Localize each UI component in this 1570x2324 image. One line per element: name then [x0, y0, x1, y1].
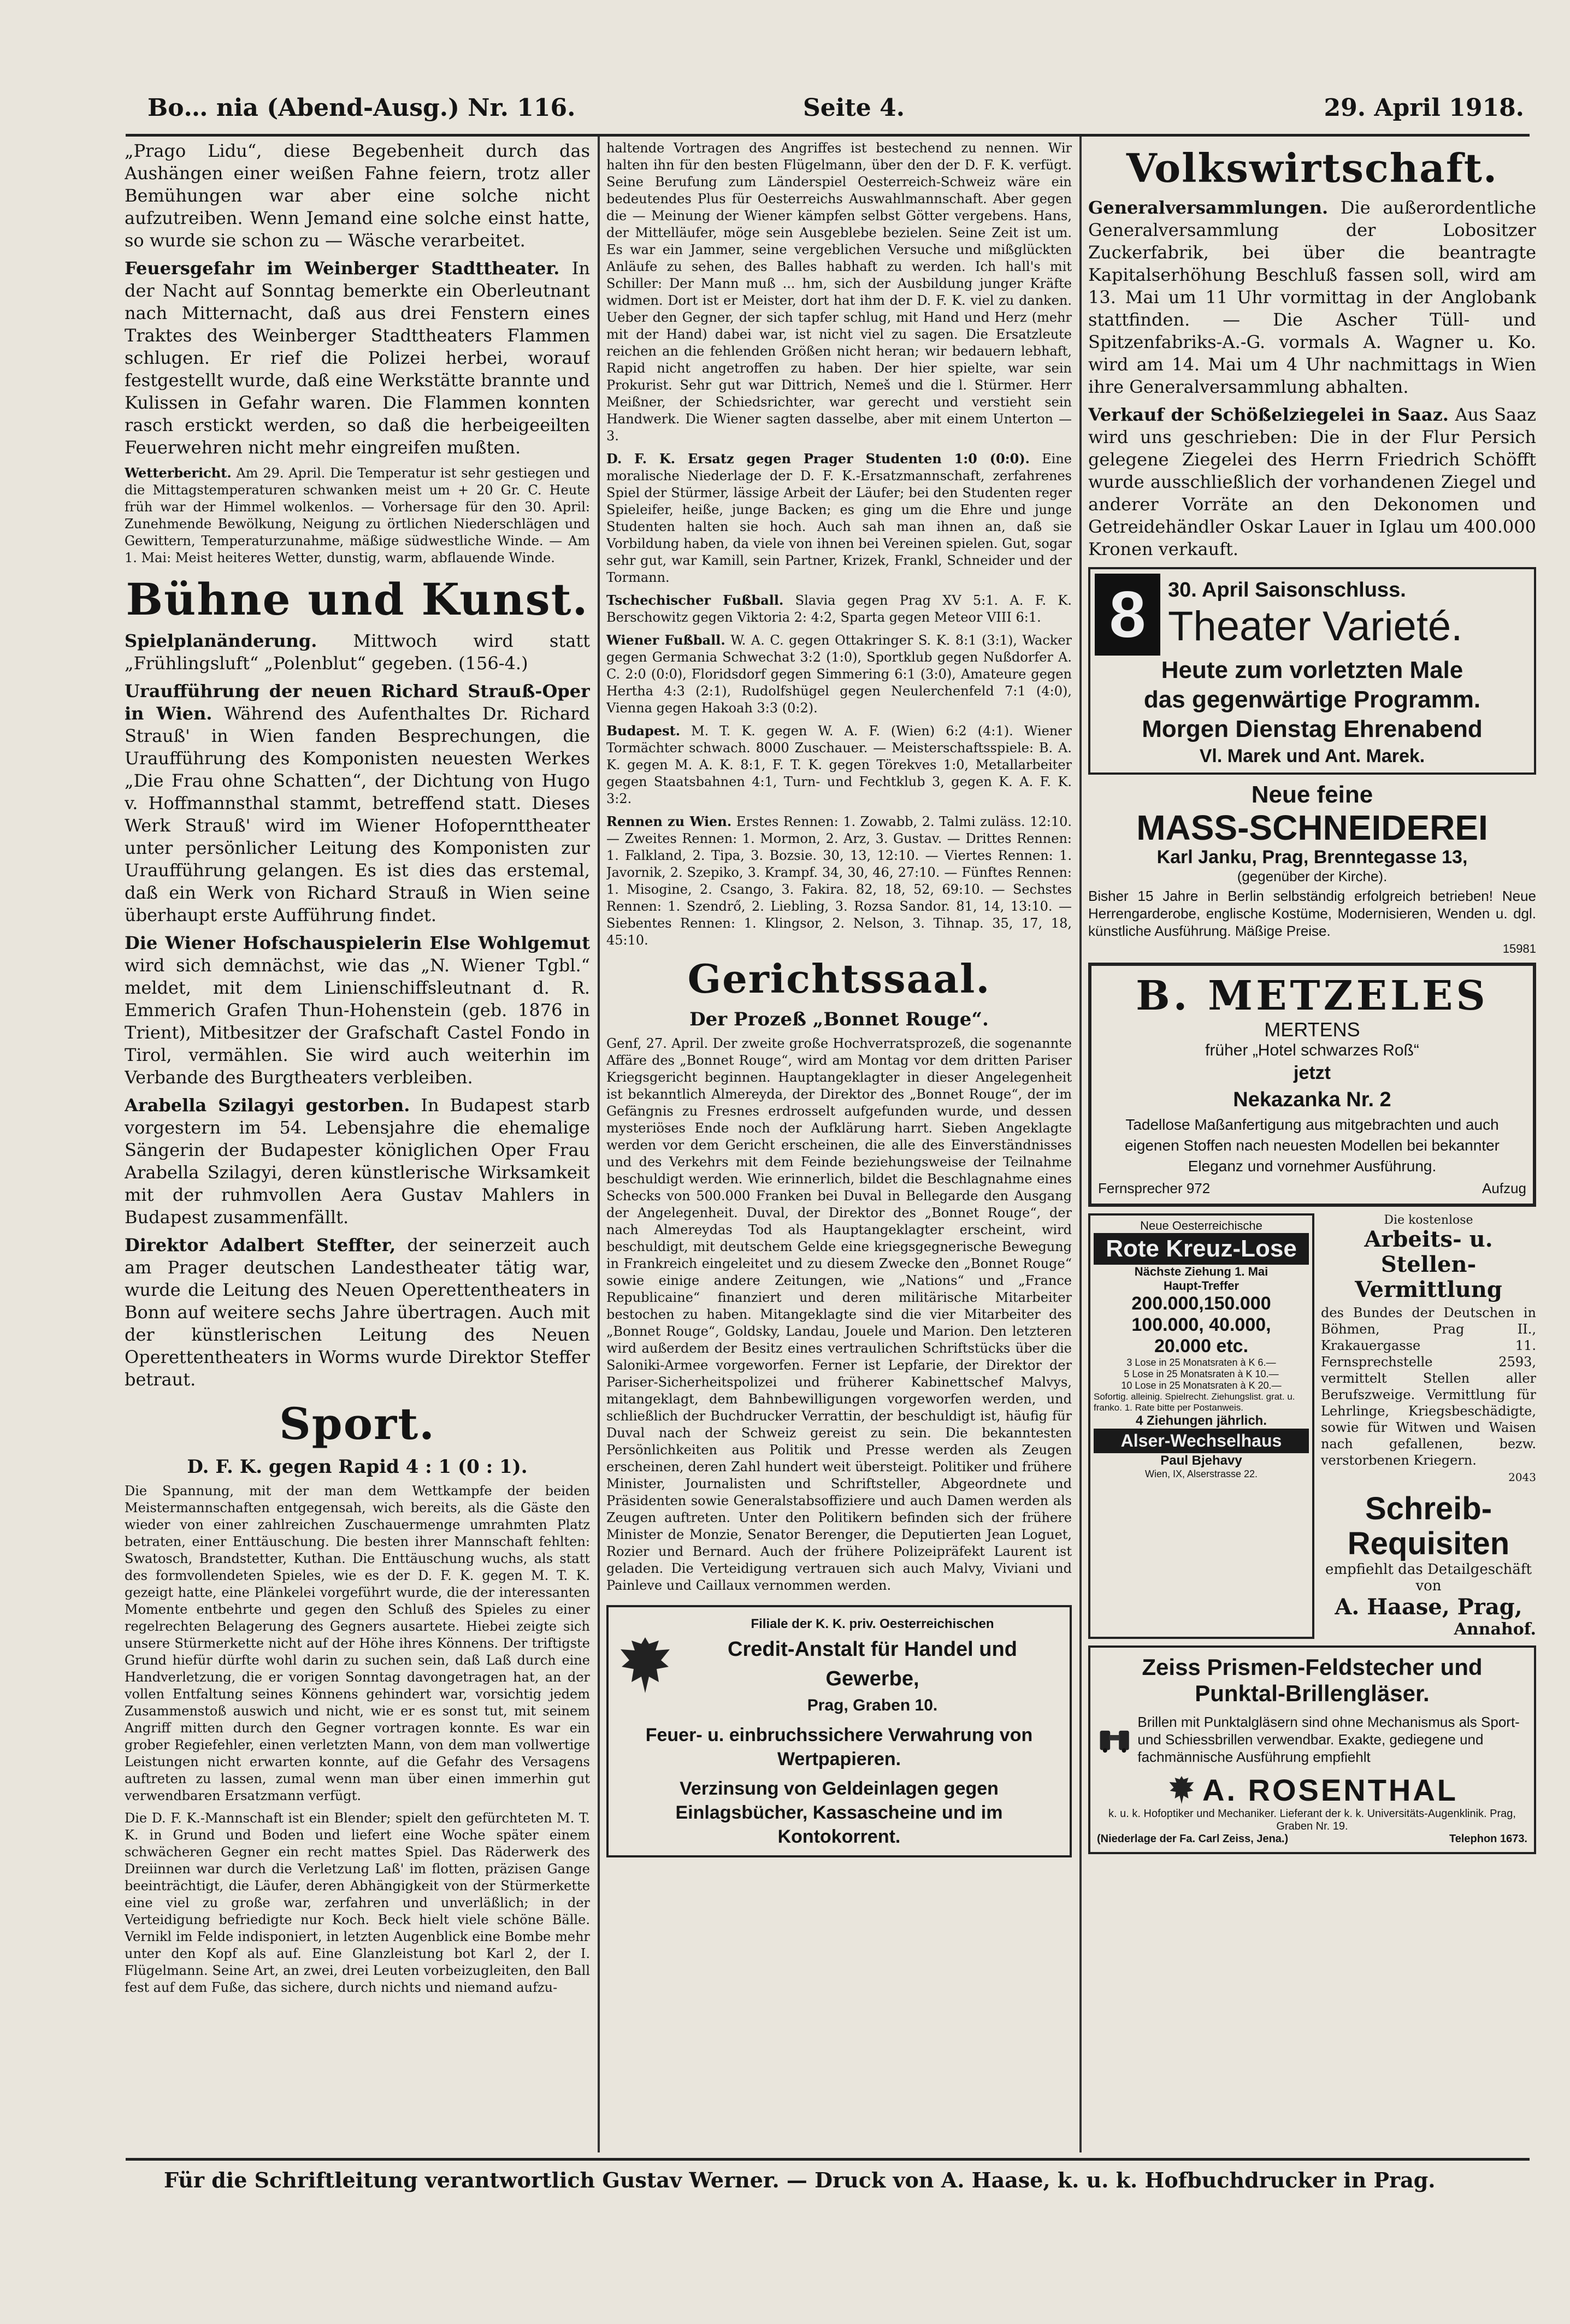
ziegel-title: Verkauf der Schößelziegelei in Saaz. — [1088, 404, 1449, 425]
match-text-2: Die D. F. K.-Mannschaft ist ein Blender; spielt den gefürchteten M. T. K. in Grund und Boden und liefert eine Woche später einem schwächeren Gegner ein recht mattes Spiel. Das Räderwerk des Dreiinnen war durch die Verletzung Laß' im flotten, präzisen Gange beeinträchtigt, die Läufer, deren Abhängigkeit von der Stürmerkette eine viel zu große war, zerfahren und unverläßlich; in der Verteidigung befriedigte nur Koch. Beck hielt viele schöne Bälle. Vernikl im Felde indisponiert, in letzten Augenblick eine Bombe mehr unter den Kopf als auf. Eine Glanzleistung bot Karl 2, der I. Flügelmann. Seine Art, an zwei, drei Leuten vorbeizugleiten, den Ball fest auf dem Fuße, das sichere, durch nichts und niemand aufzu- — [125, 1810, 590, 1995]
header-rule — [126, 134, 1530, 137]
column-3 — [1088, 140, 1536, 2150]
theatre-line-1: Heute zum vorletzten Male — [1161, 657, 1463, 683]
wohlgemut-article — [125, 932, 590, 1089]
budapest-text: M. T. K. gegen W. A. F. (Wien) 6:2 (4:1). Wiener Tormächter schwach. 8000 Zuschauer. — Meisterschaftsspiele: B. A. K. gegen M. A. K. 8:1, F. T. K. gegen Törekves 1:0, Metallarbeiter gegen Staatsbahnen 4:1, Turn- und Fechtklub 3, gegen K. A. F. K. 3:2. — [606, 723, 1072, 806]
tschech-text: Slavia gegen Prag XV 5:1. A. F. K. Berschowitz gegen Viktoria 2: 4:2, Sparta gegen Meteor VIII 6:1. — [606, 593, 1072, 625]
metzeles-phone: Fernsprecher 972 — [1098, 1180, 1211, 1196]
fire-title: Feuersgefahr im Weinberger Stadttheater. — [125, 258, 560, 279]
lottery-rate-3: 10 Lose in 25 Monatsraten à K 20.— — [1121, 1380, 1282, 1391]
fire-article — [125, 257, 590, 459]
lottery-and-jobs-row — [1088, 1213, 1536, 1639]
spielplan-article — [125, 630, 590, 675]
rosenthal-phone: Telephon 1673. — [1449, 1833, 1527, 1845]
bank-line-3: Prag, Graben 10. — [807, 1696, 938, 1714]
intro-paragraph: „Prago Lidu“, diese Begebenheit durch das Aushängen einer weißen Fahne feiern, trotz aller Bemühungen war aber eine solche nicht aufzutreiben. Wenn Jemand eine solche einst hatte, so wurde sie schon zu — Wäsche verarbeitet. — [125, 140, 590, 251]
gen-text: Die außerordentliche Generalversammlung der Lobositzer Zuckerfabrik, bei über die beantragte Kapitalserhöhung Beschluß fassen soll, wird am 13. Mai um 11 Uhr vormittag in der Anglobank stattfinden. — Die Ascher Tüll- und Spitzenfabriks-A.-G. vormals A. Wagner u. Ko. wird am 14. Mai um 4 Uhr nachmittags in Wien ihre Generalversammlung abhalten. — [1088, 197, 1536, 397]
column-1 — [125, 140, 590, 2150]
match-continued: haltende Vortragen des Angriffes ist bestechend zu nennen. Wir halten ihn für den besten Flügelmann, über den der D. F. K. verfügt. Seine Berufung zum Länderspiel Oesterreich-Schweiz wäre ein bedeutendes Plus für Oesterreichs Auswahlmannschaft. Aber gegen die — Meinung der Wiener kämpfen selbst Götter vergebens. Hans, der Mittelläufer, möge sein Ausgeblebe bezielen. Seine Zeit ist um. Es war ein Jammer, seine vergeblichen Versuche und mißglückten Anläufe zu sehen, des Balles habhaft zu werden. Ich hall's mit Schiller: Der Mann muß ... hm, sich der Ausbildung junger Kräfte widmen. Dort ist er Meister, dort hat ihm der D. F. K. viel zu danken. Ueber den Gegner, der sich tapfer schlug, mit Hand und Herz (mehr mit der Hand) dabei war, ist nicht viel zu sagen. Die Ersatzleute reichen an die fehlenden Größen nicht heran; wir bedauern lebhaft, Rapid nicht angetroffen zu haben. Der hier spielte, war sein Prokurist. Sehr gut war Dittrich, Nemeš und die l. Stürmer. Herr Meißner, der Schiedsrichter, war gerecht und verstieht sein Handwerk. Die Wiener sagten dasselbe, aber mit einem Unterton — 3. — [606, 140, 1072, 444]
issue-date: 29. April 1918. — [1324, 94, 1524, 122]
ersatz-article — [606, 450, 1072, 586]
theatre-line-3: Morgen Dienstag Ehrenabend — [1142, 716, 1483, 742]
metzeles-sub: MERTENS — [1264, 1018, 1360, 1041]
lottery-top: Neue Oesterreichische — [1140, 1219, 1262, 1232]
theatre-line-4: Vl. Marek und Ant. Marek. — [1199, 746, 1425, 766]
theatre-name: Theater Varieté. — [1168, 603, 1463, 650]
section-heading-sport: Sport. — [279, 1398, 436, 1449]
spielplan-text: Mittwoch wird statt „Frühlingsluft“ „Polenblut“ gegeben. (156-4.) — [125, 630, 590, 674]
weather-article — [125, 464, 590, 567]
tailor-number: 15981 — [1502, 942, 1536, 955]
match-text: Die Spannung, mit der man dem Wettkampfe der beiden Meistermannschaften entgegensah, wich bereits, als die Gäste den wieder von einer zahlreichen Zuschauermenge umrahmten Platz betraten, einer Enttäuschung. Die besten ihrer Mannschaft fehlten: Swatosch, Brandstetter, Kuthan. Die Enttäuschung wuchs, als statt des formvollendeten Spieles, wie es der D. F. K. gegen M. T. K. gezeigt hatte, eine Plänkelei vorgeführt wurde, die der interessanten Momente entbehrte und gegen den Schluß des Spieles zu einer regelrechten Belagerung des Gegners ausartete. Hiebei zeigte sich unsere Stürmerkette nicht auf der Höhe ihres Könnens. Der triftigste Grund hiefür dürfte wohl darin zu suchen sein, daß Laß durch eine Handverletzung, die er vorigen Sonntag davongetragen hat, an der vollen Entfaltung seines Könnens gehindert war, vorsichtig jedem Zusammenstoß auswich und nicht, wie er es sonst tut, mit seinem Angriff mitten durch den Gegner vortragen konnte. Es war ein grober Regiefehler, einen verletzten Mann, von dem man vollwertige Leistungen nicht erwarten konnte, auf die Gefahr des Versagens auftreten zu lassen, zumal wenn man über einen immerhin gut verwendbaren Ersatzmann verfügt. — [125, 1483, 590, 1803]
szilagyi-text: In Budapest starb vorgestern im 54. Lebensjahre die ehemalige Sängerin der Budapester königlichen Oper Frau Arabella Szilagyi, deren künstlerische Wirksamkeit mit der ruhmvollen Aera Gustav Mahlers in Budapest zusammenfällt. — [125, 1095, 590, 1228]
jobs-text: des Bundes der Deutschen in Böhmen, Prag II., Krakauergasse 11. Fernsprechstelle 2593, vermittelt Stellen aller Berufszweige. Vermittlung für Lehrlinge, Kriegsbeschädigte, sowie für Witwen und Waisen nach gefallenen, bezw. verstorbenen Kriegern. — [1321, 1305, 1536, 1468]
wien-title: Wiener Fußball. — [606, 632, 725, 648]
bank-line-2: Credit-Anstalt für Handel und Gewerbe, — [728, 1638, 1017, 1690]
bank-ad — [606, 1605, 1072, 1857]
urauffuehrung-article — [125, 680, 590, 927]
tailor-title-2: MASS-SCHNEIDEREI — [1136, 808, 1488, 847]
page-footer: Für die Schriftleitung verantwortlich Gustav Werner. — Druck von A. Haase, k. u. k. Hofbuchdrucker in Prag. — [164, 2168, 1436, 2192]
jobs-title: Arbeits- u. Stellen-Vermittlung — [1355, 1226, 1502, 1302]
zeiss-text: Brillen mit Punktalgläsern sind ohne Mechanismus als Sport- und Schiessbrillen verwendbar. Exakte, gediegene und fachmännische Ausführung empfiehlt — [1137, 1714, 1520, 1765]
theatre-line-2: das gegenwärtige Programm. — [1143, 686, 1481, 713]
wohlgemut-title: Die Wiener Hofschauspielerin Else Wohlgemut — [125, 933, 590, 953]
rosenthal-text: k. u. k. Hofoptiker und Mechaniker. Lieferant der k. k. Universitäts-Augenklinik. Prag, Graben Nr. 19. — [1108, 1808, 1516, 1832]
urauffuehrung-title: Uraufführung der neuen Richard Strauß-Oper in Wien. — [125, 681, 590, 724]
column-divider-2 — [1079, 137, 1082, 2152]
wien-text: W. A. C. gegen Ottakringer S. K. 8:1 (3:1), Wacker gegen Germania Schwechat 3:2 (1:0), Sportklub gegen Nußdorfer A. C. 2:0 (0:0), Floridsdorf gegen Simmering 6:1 (3:0), Amateure gegen Hertha 4:3 (2:1), Rudolfshügel gegen Neulerchenfeld 7:1 (4:0), Vienna gegen Hakoah 3:3 (0:2). — [606, 633, 1072, 716]
metzeles-ad — [1088, 963, 1536, 1207]
column-divider-1 — [598, 137, 600, 2152]
lottery-bank: Alser-Wechselhaus — [1094, 1429, 1309, 1453]
metzeles-now: jetzt — [1294, 1063, 1331, 1083]
jobs-number: 2043 — [1508, 1471, 1536, 1484]
urauffuehrung-text: Während des Aufenthaltes Dr. Richard Strauß' in Wien fanden Besprechungen, die Uraufführung des Komponisten neuesten Werkes „Die Frau ohne Schatten“, der Dichtung von Hugo v. Hoffmannsthal stammt, betreffend statt. Dieses Werk Strauß' wird im Wiener Hofopernttheater unter persönlicher Leitung des Komponisten zur Uraufführung gelangen. Es ist dies das erstemal, daß ein Werk von Richard Strauß in Wien seine überhaupt erste Aufführung findet. — [125, 703, 590, 925]
prozess-title: Der Prozeß „Bonnet Rouge“. — [689, 1008, 989, 1030]
stationery-street: Annahof. — [1454, 1620, 1536, 1639]
lottery-owner: Paul Bjehavy — [1160, 1453, 1242, 1468]
lottery-rate-2: 5 Lose in 25 Monatsraten à K 10.— — [1124, 1369, 1279, 1379]
issue-label: Bo… nia (Abend-Ausg.) Nr. 116. — [147, 94, 576, 122]
footer-rule — [126, 2158, 1530, 2161]
tschech-article — [606, 592, 1072, 626]
rennen-article — [606, 813, 1072, 949]
binoculars-icon — [1097, 1707, 1132, 1772]
lottery-title: Rote Kreuz-Lose — [1094, 1233, 1309, 1265]
jobs-top: Die kostenlose — [1384, 1213, 1473, 1227]
budapest-title: Budapest. — [606, 723, 681, 739]
budapest-article — [606, 722, 1072, 807]
metzeles-address: Nekazanka Nr. 2 — [1233, 1088, 1391, 1111]
gen-title: Generalversammlungen. — [1088, 197, 1329, 218]
zeiss-ad — [1088, 1645, 1536, 1854]
gen-article — [1088, 197, 1536, 398]
section-heading-buehne: Bühne und Kunst. — [126, 574, 589, 625]
lottery-wins: 4 Ziehungen jährlich. — [1135, 1413, 1267, 1428]
metzeles-name: B. METZELES — [1136, 972, 1489, 1019]
eagle-crest-small-icon — [1166, 1774, 1197, 1807]
weather-title: Wetterbericht. — [125, 465, 232, 481]
lottery-prize-1: 200.000,150.000 — [1131, 1293, 1271, 1314]
steffter-title: Direktor Adalbert Steffter, — [125, 1235, 396, 1255]
theatre-number: 8 — [1095, 574, 1160, 656]
jobs-ad — [1321, 1213, 1536, 1639]
tailor-note: (gegenüber der Kirche). — [1237, 868, 1388, 884]
wohlgemut-text: wird sich demnächst, wie das „N. Wiener Tgbl.“ meldet, mit dem Linienschiffsleutnant d. R. Emmerich Grafen Thun-Hohenstein (geb. 1876 in Trient), Mitbesitzer der Grafschaft Castel Fondo in Tirol, vermählen. Sie wird auch weiterhin im Verbande des Burgtheaters verbleiben. — [125, 955, 590, 1088]
tailor-owner: Karl Janku, Prag, Brenntegasse 13, — [1156, 847, 1468, 868]
lottery-note: Sofortig. alleinig. Spielrecht. Ziehungslist. grat. u. franko. 1. Rate bitte per Postanweis. — [1094, 1391, 1295, 1413]
szilagyi-article — [125, 1094, 590, 1229]
stationery-text: empfiehlt das Detailgeschäft von — [1325, 1561, 1532, 1594]
lottery-ad — [1088, 1213, 1314, 1639]
lottery-haupt: Haupt-Treffer — [1163, 1279, 1240, 1293]
match-title: D. F. K. gegen Rapid 4 : 1 (0 : 1). — [187, 1456, 528, 1478]
ziegel-text: Aus Saaz wird uns geschrieben: Die in der Flur Persich gelegene Ziegelei des Herrn Friedrich Schöfft wurde ausschließlich der vorhandenen Ziegel und anderer Vorräte an den Dekonomen und Getreidehändler Oskar Lauer in Iglau um 400.000 Kronen verkauft. — [1088, 404, 1536, 559]
szilagyi-title: Arabella Szilagyi gestorben. — [125, 1095, 410, 1116]
section-heading-gericht: Gerichtssaal. — [687, 955, 991, 1002]
weather-text: Am 29. April. Die Temperatur ist sehr gestiegen und die Mittagstemperaturen schwanken meist um + 20 Gr. C. Heute früh war der Himmel wolkenlos. — Vorhersage für den 30. April: Zunehmende Bewölkung, Neigung zu örtlichen Niederschlägen und Gewittern, Temperaturzunahme, mäßige südwestliche Winde. — Am 1. Mai: Meist heiteres Wetter, dunstig, warm, abflauende Winde. — [125, 465, 590, 565]
wien-article — [606, 632, 1072, 717]
lottery-address: Wien, IX, Alserstrasse 22. — [1144, 1468, 1258, 1479]
bank-line-5: Verzinsung von Geldeinlagen gegen Einlagsbücher, Kassascheine und im Kontokorrent. — [675, 1778, 1003, 1847]
tschech-title: Tschechischer Fußball. — [606, 592, 784, 608]
stationery-firm: A. Haase, Prag, — [1335, 1594, 1522, 1620]
metzeles-former: früher „Hotel schwarzes Roß“ — [1205, 1041, 1419, 1059]
theatre-ad — [1088, 567, 1536, 775]
tailor-text: Bisher 15 Jahre in Berlin selbständig erfolgreich betrieben! Neue Herrengarderobe, englische Kostüme, Modernisieren, Wenden u. dgl. künstliche Ausführung. Mäßige Preise. — [1088, 888, 1536, 939]
page-number: Seite 4. — [803, 94, 905, 122]
section-heading-volk: Volkswirtschaft. — [1126, 145, 1498, 191]
stationery-title: Schreib-Requisiten — [1347, 1491, 1510, 1561]
ersatz-title: D. F. K. Ersatz gegen Prager Studenten 1:0 (0:0). — [606, 451, 1030, 467]
lottery-draw: Nächste Ziehung 1. Mai — [1134, 1265, 1268, 1278]
rosenthal-name: A. ROSENTHAL — [1202, 1773, 1458, 1807]
metzeles-lift: Aufzug — [1482, 1180, 1526, 1196]
steffter-article — [125, 1234, 590, 1391]
zeiss-title: Zeiss Prismen-Feldstecher und Punktal-Brillengläser. — [1142, 1654, 1483, 1706]
metzeles-text: Tadellose Maßanfertigung aus mitgebrachten und auch eigenen Stoffen nach neuesten Modellen bei bekannter Eleganz und vornehmer Ausführung. — [1124, 1116, 1500, 1175]
lottery-rate-1: 3 Lose in 25 Monatsraten à K 6.— — [1126, 1357, 1276, 1368]
fire-text: In der Nacht auf Sonntag bemerkte ein Oberleutnant nach Mitternacht, daß aus drei Fenstern eines Traktes des Weinberger Stadttheaters Flammen schlugen. Er rief die Polizei herbei, worauf festgestellt wurde, daß eine Werkstätte brannte und Kulissen in Gefahr waren. Die Flammen konnten rasch erstickt werden, so daß die herbeigeeilten Feuerwehren nicht mehr eingreifen mußten. — [125, 258, 590, 458]
lottery-prize-3: 20.000 etc. — [1154, 1336, 1249, 1356]
rennen-title: Rennen zu Wien. — [606, 813, 732, 829]
tailor-ad — [1088, 781, 1536, 956]
bank-line-4: Feuer- u. einbruchssichere Verwahrung von Wertpapieren. — [645, 1725, 1033, 1769]
lottery-prize-2: 100.000, 40.000, — [1131, 1314, 1271, 1335]
ziegel-article — [1088, 404, 1536, 561]
theatre-date: 30. April Saisonschluss. — [1168, 578, 1406, 601]
bank-line-1: Filiale der K. K. priv. Oesterreichischen — [751, 1617, 994, 1631]
rosenthal-foot: (Niederlage der Fa. Carl Zeiss, Jena.) — [1097, 1833, 1289, 1845]
steffter-text: der seinerzeit auch am Prager deutschen Landestheater tätig war, wurde die Leitung des Neuen Operettentheaters in Bonn auf weitere sechs Jahre übertragen. Auch mit der künstlerischen Leitung des Neuen Operettentheaters in Worms wurde Direktor Steffer betraut. — [125, 1235, 590, 1390]
column-2 — [606, 140, 1072, 2150]
rennen-text: Erstes Rennen: 1. Zowabb, 2. Talmi zuläss. 12:10. — Zweites Rennen: 1. Mormon, 2. Arz, 3. Gustav. — Drittes Rennen: 1. Falkland, 2. Tipa, 3. Bozsie. 30, 13, 12:10. — Viertes Rennen: 1. Javornik, 2. Szepiko, 3. Krampf. 34, 30, 46, 27:10. — Fünftes Rennen: 1. Misogine, 2. Csango, 3. Fakira. 82, 18, 52, 69:10. — Sechstes Rennen: 1. Szendrő, 2. Liebling, 3. Rozsa Sandor. 81, 14, 13:10. — Siebentes Rennen: 1. Klingsor, 2. Nelson, 3. Tihnap. 35, 17, 18, 45:10. — [606, 814, 1072, 948]
spielplan-title: Spielplanänderung. — [125, 630, 317, 651]
tailor-title: Neue feine — [1251, 781, 1373, 808]
eagle-crest-icon — [615, 1633, 675, 1698]
page-header — [147, 92, 1524, 130]
ersatz-text: Eine moralische Niederlage der D. F. K.-Ersatzmannschaft, zerfahrenes Spiel der Stürmer, lässige Arbeit der Läufer; bei den Studenten reger Spieleifer, heiße, junge Backen; es ging um die Ehre und junge Studenten halten sie hoch. Auch sah man ihnen an, daß sie Vorbildung haben, da viele von ihnen bei Vereinen spielen. Gut, sogar sehr gut, war Kamill, sein Partner, Krizek, Frankl, Schneider und der Tormann. — [606, 451, 1072, 585]
prozess-text: Genf, 27. April. Der zweite große Hochverratsprozeß, die sogenannte Affäre des „Bonnet Rouge“, wird am Montag vor dem dritten Pariser Kriegsgericht beginnen. Hauptangeklagter in dieser Angelegenheit ist bekanntlich Almereyda, der Direktor des „Bonnet Rouge“, der im Gefängnis zu Fresnes erdrosselt aufgefunden wurde, und dessen mysteriöses Ende noch der Aufklärung harrt. Sieben Angeklagte werden vor dem Gericht erscheinen, die alle des Einverständnisses und des Verkehrs mit dem Feinde beziehungsweise der Teilnahme beschuldigt werden. Wie erinnerlich, bildet die Beschlagnahme eines Schecks von 500.000 Franken bei Duval in Bellegarde den Ausgang der Angelegenheit. Duval, der Direktor des „Bonnet Rouge“, der nach Almereydas Tod als Hauptangeklagter erscheint, wird beschuldigt, mit deutschem Gelde eine kriegsgegnerische Bewegung in Frankreich eingeleitet und zu diesem Zwecke den „Bonnet Rouge“ sowie einige andere Zeitungen, wie „Nations“ und „France Republicaine“ finanziert und deren militärische Mitarbeiter bestochen zu haben. Mitangeklagte sind die vier Mitarbeiter des „Bonnet Rouge“, Goldsky, Landau, Jouele und Marion. Den letzteren wird außerdem der Besitz eines vertraulichen Schriftstücks über die Saloniki-Armee vorgeworfen. Ferner ist Lepfarie, der Direktor der Pariser-Sicherheitspolizei und früherer Kabinettschef Malvys, mitangeklagt, dem Bahnbewilligungen vorgeworfen werden, und schließlich der Buchdrucker Verrattin, der beschuldigt ist, häufig für Duval nach der Schweiz gereist zu sein. Die bekanntesten Persönlichkeiten aus Politik und Presse werden als Zeugen erscheinen, deren Zahl hundert weit übersteigt. Politiker und frühere Minister, Journalisten und Schriftsteller, Abgeordnete und Präsidenten sowie Generalstabsoffiziere und auch Damen werden als Zeugen auftreten. Unter den Politikern befinden sich der frühere Minister de Monzie, Senator Berenger, die Deputierten Jean Loguet, Rozier und Bernard. Auch der frühere Polizeipräfekt Laurent ist geladen. Die Verteidigung vertrauen sich auch Malvy, Viviani und Painleve und Caillaux vernommen werden. — [606, 1036, 1072, 1593]
